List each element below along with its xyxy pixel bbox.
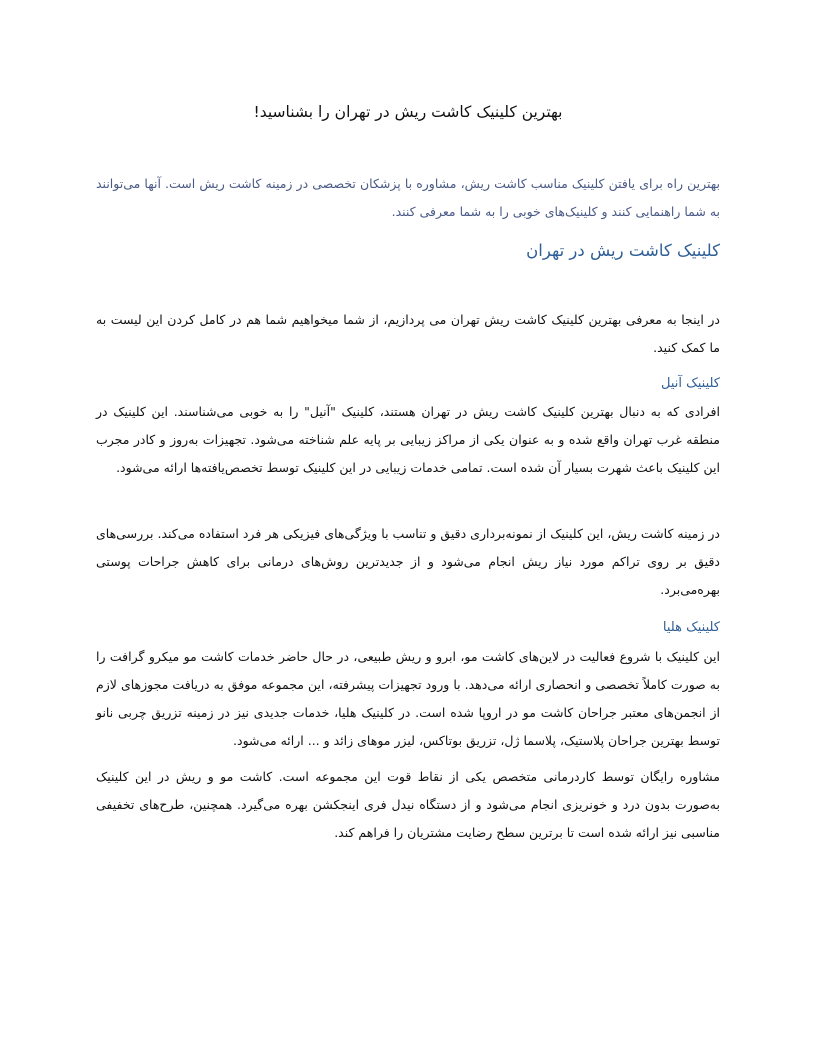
page-title: بهترین کلینیک کاشت ریش در تهران را بشناسید! (253, 103, 563, 121)
anil-paragraph-2: در زمینه کاشت ریش، این کلینیک از نمونه‌برداری دقیق و تناسب با ویژگی‌های فیزیکی هر فرد استفاده می‌کند. بررسی‌های دقیق بر روی تراکم مورد نیاز ریش انجام می‌شود و از جدیدترین روش‌های درمانی برای کاهش جراحات پوستی بهره‌می‌برد. (96, 526, 720, 597)
intro-paragraph: بهترین راه برای یافتن کلینیک مناسب کاشت ریش، مشاوره با پزشکان تخصصی در زمینه کاشت ریش است. آنها می‌توانند به شما راهنمایی کنند و کلینیک‌های خوبی را به شما معرفی کنند. (96, 176, 720, 219)
heading-helia-clinic: کلینیک هلیا (662, 620, 720, 635)
heading-anil-clinic: کلینیک آنیل (660, 376, 720, 391)
helia-paragraph-2: مشاوره رایگان توسط کاردرمانی متخصص یکی از نقاط قوت این مجموعه است. کاشت مو و ریش در این کلینیک به‌صورت بدون درد و خونریزی انجام می‌شود و از دستگاه نیدل فری اینجکشن بهره می‌گیرد. همچنین، طرح‌های تخفیفی مناسبی نیز ارائه شده است تا برترین سطح رضایت مشتریان را فراهم کند. (96, 769, 720, 840)
anil-paragraph-1: افرادی که به دنبال بهترین کلینیک کاشت ریش در تهران هستند، کلینیک "آنیل" را به خوبی می‌شناسند. این کلینیک در منطقه غرب تهران واقع شده و به عنوان یکی از مراکز زیبایی بر پایه علم شناخته می‌شود. تجهیزات به‌روز و کادر مجرب این کلینیک باعث شهرت بسیار آن شده است. تمامی خدمات زیبایی در این کلینیک توسط تخصص‌یافته‌ها ارائه می‌شود. (96, 404, 720, 475)
helia-paragraph-1: این کلینیک با شروع فعالیت در لاین‌های کاشت مو، ابرو و ریش طبیعی، در حال حاضر خدمات کاشت مو میکرو گرافت را به صورت کاملاً تخصصی و انحصاری ارائه می‌دهد. با ورود تجهیزات پیشرفته، این مجموعه موفق به دریافت مجوزهای لازم از انجمن‌های معتبر جراحان کاشت مو در اروپا شده است. در کلینیک هلیا، خدمات جدیدی نیز در زمینه تزریق چربی نانو توسط بهترین جراحان پلاستیک، پلاسما ژل، تزریق بوتاکس، لیزر موهای زائد و ... ارائه می‌شود. (96, 649, 720, 748)
intro-list-paragraph: در اینجا به معرفی بهترین کلینیک کاشت ریش تهران می پردازیم، از شما میخواهیم شما هم در کامل کردن این لیست به ما کمک کنید. (96, 312, 720, 355)
section-heading-tehran-clinics: کلینیک کاشت ریش در تهران (526, 241, 720, 260)
